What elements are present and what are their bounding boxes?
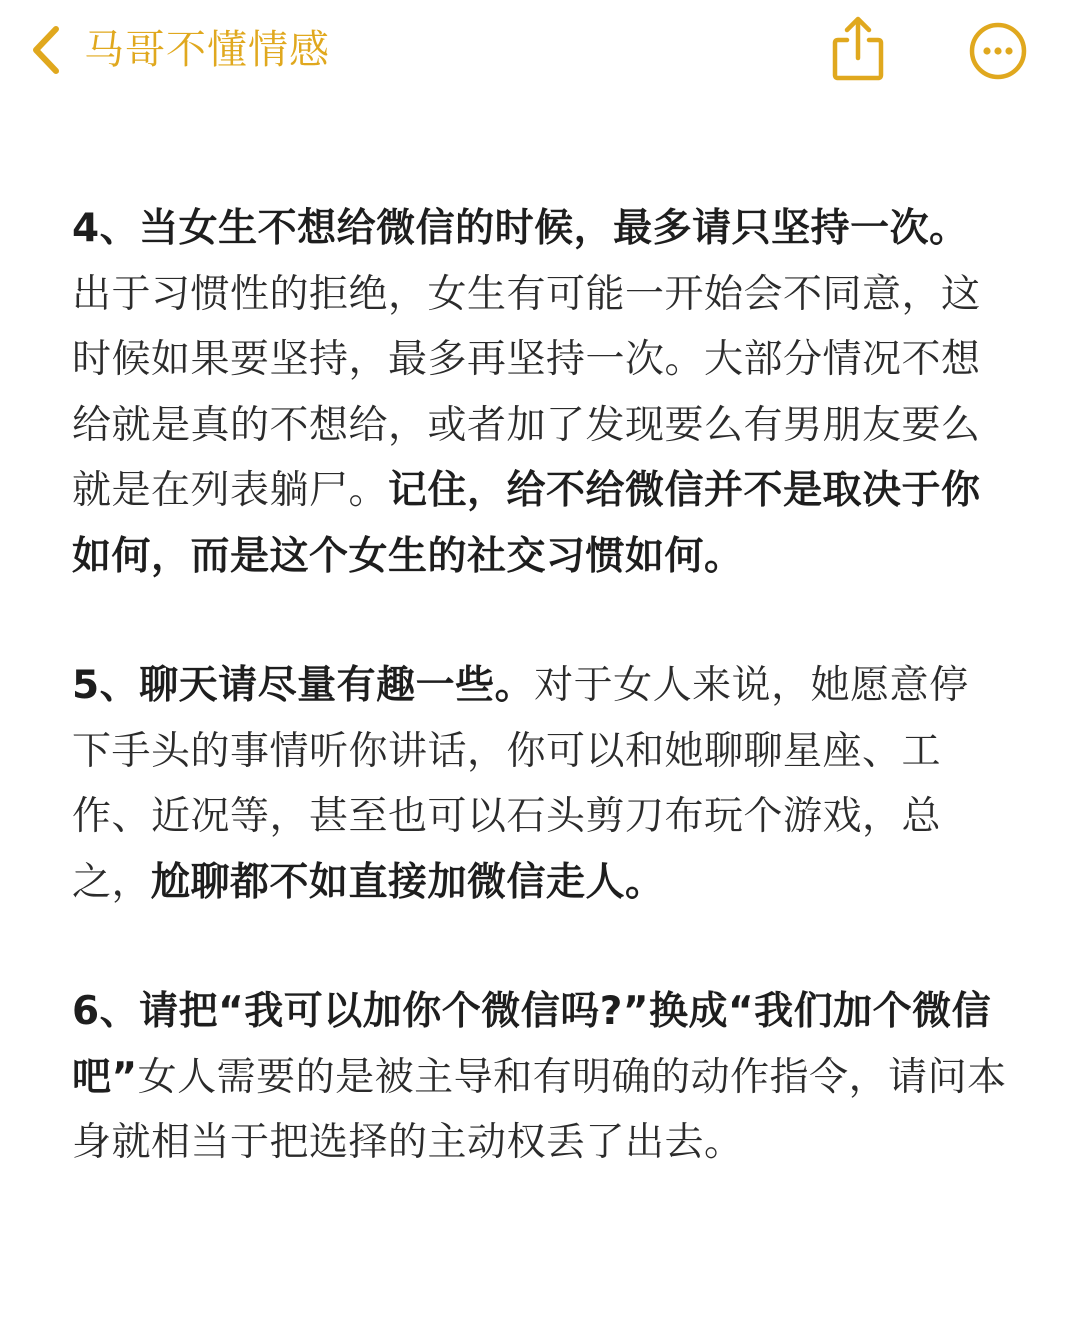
paragraph-tip-6 (72, 979, 1007, 1176)
tip-4-body: 出于习惯性的拒绝，女生有可能一开始会不同意，这时候如果要坚持，最多再坚持一次。大部分情况不想给就是真的不想给，或者加了发现要么有男朋友要么就是在列表躺尸。 (72, 271, 981, 513)
nav-bar (0, 0, 1080, 100)
share-icon (830, 67, 886, 86)
more-button[interactable] (968, 21, 1028, 81)
tip-5-body: 对于女人来说，她愿意停下手头的事情听你讲话，你可以和她聊聊星座、工作、近况等，甚至也可以石头剪刀布玩个游戏，总之， (72, 663, 969, 905)
back-label: 马哥不懂情感 (84, 27, 330, 73)
paragraph-tip-5 (72, 653, 1007, 915)
note-body[interactable] (72, 196, 1007, 1176)
tip-6-body: 女人需要的是被主导和有明确的动作指令，请问本身就相当于把选择的主动权丢了出去。 (72, 1054, 1007, 1165)
more-icon (968, 66, 1028, 85)
chevron-left-icon (28, 25, 62, 75)
tip-5-bold-tail: 尬聊都不如直接加微信走人。 (151, 859, 665, 905)
tip-4-bold-tail: 记住，给不给微信并不是取决于你如何，而是这个女生的社交习惯如何。 (72, 468, 981, 579)
tip-4-bold-lead: 4、当女生不想给微信的时候，最多请只坚持一次。 (72, 206, 969, 251)
share-button[interactable] (830, 16, 886, 82)
back-button[interactable] (28, 22, 330, 78)
paragraph-tip-4 (72, 196, 1007, 589)
tip-5-bold-lead: 5、聊天请尽量有趣一些。 (72, 663, 535, 708)
tip-6-bold-lead: 6、请把“我可以加你个微信吗?”换成“我们加个微信吧” (72, 989, 992, 1100)
